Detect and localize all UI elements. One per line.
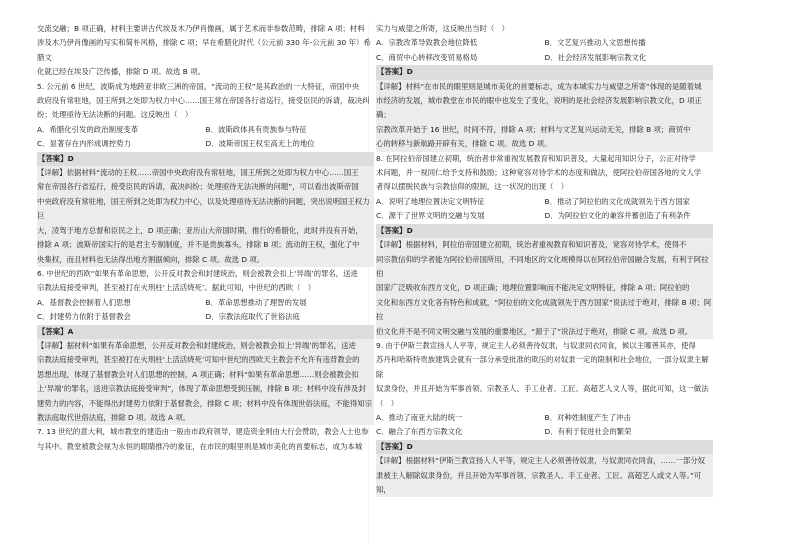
text-line: 8. 在阿拉伯帝国建立初期，统治者非常重视发展教育和知识普及，大量起用知识分子，公正对待学: [376, 153, 696, 163]
explanation-line: 【详解】材料“在市民的眼里则是城市美化的首要标志，成为本城实力与威望之所寄”体现的是随着城: [376, 80, 713, 94]
explanation-line: 上‘异端’的罪名，送进宗教法庭接受审判”，体现了革命思想受到压制，排除 B 项；材料中没有涉及封: [37, 382, 374, 396]
explanation-line: 中央政府没有常驻地，国王所到之处即为权力中心，以及处理亟待无法决断的问题，突出说明国王权力巨: [37, 195, 374, 224]
text-line: 与其中。教堂被教会视为永恒的眼睛推冷的象征，在市民的眼里则是城市美化的首要标志，成为本城: [37, 441, 363, 451]
option-row: [376, 209, 713, 223]
explanation-line: 【详解】据材料“如果有革命思想，公开反对教会和封建统治，则会被教会扣上‘异端’的罪名，送进: [37, 339, 374, 353]
text-line: 9. 由于伊斯兰教宣扬人人平等，规定主人必须善待奴隶，与奴隶同衣同食，候以主哪善其亦，使得: [376, 340, 696, 350]
option-text: B．对种姓制度产生了冲击: [544, 412, 631, 422]
option-text: A．推动了南亚大陆的统一: [376, 412, 463, 422]
explanation-line: 宗教法庭接受审判，甚至被打在火刑柱‘上活活烧死’可知中世纪的西欧天主教会不允许有违背教会的: [37, 353, 374, 367]
option-row: [376, 51, 713, 65]
text-line: 交流交融；B 项正确，材料主要讲古代埃及木乃伊肖像画，属于艺术而非参数范畴，排除 A 项；材料: [37, 24, 365, 33]
explanation-line: 【详解】根据材料，阿拉伯帝国建立初期，统治者重视教育和知识普及，宽容对待学术，使得不: [376, 238, 713, 252]
option-text: C．封建势力依附于基督教会: [37, 312, 131, 322]
option-text: D．有利于促进社会的繁荣: [544, 427, 632, 437]
option-text: D．波斯帝国王权至高无上的地位: [205, 139, 315, 149]
text-line: 纷；处理亟待无法决断的问题。这反映出（ ）: [37, 110, 193, 120]
explanation-line: 教法庭取代世俗法庭，排除 D 项。故选 A 项。: [37, 411, 374, 425]
explanation-line: 建势力的内容，不能得出封建势力依附于基督教会，排除 C 项；材料中没有体现世俗法庭，不能得知宗: [37, 397, 374, 411]
right-column: [376, 22, 713, 542]
option-text: A．宗教改革导致教会地位降低: [376, 38, 478, 48]
answer-label: 【答案】D: [37, 152, 374, 166]
answer-label: 【答案】D: [376, 224, 713, 238]
option-text: D．宗教法庭取代了世俗法庭: [205, 312, 300, 322]
answer-label: 【答案】D: [376, 440, 713, 454]
option-text: B．推动了阿拉伯的文化成就领先于西方国家: [544, 196, 690, 206]
option-text: A．希腊化引发的政治制度变革: [37, 124, 139, 134]
explanation-line: 市经济的发展，城市教堂在市民的眼中也发生了变化，说明的是社会经济发展影响宗教文化，D 项正确；: [376, 94, 713, 123]
text-line: 者得以摆脱民族与宗教信仰的限制，这一状况的出现（ ）: [376, 182, 569, 192]
explanation-line: 心的转移与新航路开辟有关，排除 C 项。故选 D 项。: [376, 137, 713, 151]
explanation-line: 文化和东西方文化各有特色和成就，“阿拉伯的文化成就领先于西方国家”说法过于绝对，排除 B 项；阿拉: [376, 296, 713, 325]
option-text: C．显著存在内形成调控势力: [37, 139, 131, 149]
text-line: 化就已经在埃及广泛传播，排除 D 项。故选 B 项。: [37, 67, 205, 77]
text-line: 6. 中世纪的西欧“如果有革命思想，公开反对教会和封建统治，则会被教会扣上‘异端’的罪名，送进: [37, 268, 358, 278]
text-line: 实力与威望之所寄，这反映出当时（ ）: [376, 24, 510, 33]
option-row: [376, 195, 713, 209]
explanation-line: 【详解】根据材料“伊斯兰教宣扬人人平等，规定主人必须善待奴隶，与奴隶同衣同食，……一部分奴: [376, 454, 713, 468]
text-line: （ ）: [376, 398, 399, 408]
explanation-line: 思想出现，体现了基督教会对人们思想的控制，A 项正确；材料“如果有革命思想……则会被教会扣: [37, 368, 374, 382]
option-row: [376, 425, 713, 439]
answer-label: 【答案】D: [376, 65, 713, 79]
explanation-line: 同宗教信仰的学者能为阿拉伯帝国所用，不同地区的文化规模得以在阿拉伯帝国融合发展，有利于阿拉伯: [376, 253, 713, 282]
explanation-line: 央集权，而且材料也无法得出地方割据倾向，排除 C 项。故选 D 项。: [37, 253, 374, 267]
text-line: 涉及木乃伊肖像画的写实和简朴风格，排除 C 项；早在希腊化时代（公元前 330 年-公元前 30 年）希腊文: [37, 38, 371, 62]
option-row: [376, 411, 713, 425]
option-text: B．革命思想推动了理智的发展: [205, 297, 307, 307]
option-text: C．源于了世界文明的交融与发展: [376, 211, 485, 221]
explanation-line: 排除 A 项；波斯帝国实行的是君主专制制度，并不是贵族寡头，排除 B 项；流动的王权，强化了中: [37, 238, 374, 252]
option-text: C．商贸中心转移改变贸易格局: [376, 52, 478, 62]
text-line: 苏丹和哈斯特贵族建筑会就有一部分承受批准的欺压的对奴隶一定的限制和社会地位，一部分奴隶主解除: [376, 355, 709, 379]
option-row: [37, 123, 374, 137]
option-text: B．文艺复兴推动人文思想传播: [544, 38, 646, 48]
left-column: [37, 22, 374, 542]
text-line: 术问题，并一视同仁给予支持和鼓励；这种宽容对待学术的态度和做法，使阿拉伯帝国各地的文人学: [376, 168, 702, 178]
explanation-line: 【详解】依据材料“流动的王权……帝国中央政府没有常驻地，国王所到之处即为权力中心……国王: [37, 166, 374, 180]
option-row: [37, 137, 374, 151]
text-line: 奴隶身份，并且开始为军事首领、宗教圣人、手工业者、工匠、高超艺人文人等，据此可知，这一做法: [376, 384, 709, 394]
option-row: [37, 310, 374, 324]
text-line: 5. 公元前 6 世纪，波斯成为地跨亚非欧三洲的帝国。“流动的王权”是其政治的一大特征，帝国中央: [37, 81, 360, 91]
explanation-line: 伯文化并不是不同文明交融与发展的重要地区，“源于了”说法过于绝对，排除 C 项。故选 D 项。: [376, 325, 713, 339]
explanation-line: 大，凌驾于地方总督和臣民之上，D 项正确；亚历山大帝国时期，推行的希腊化，此时并没有开始，: [37, 224, 374, 238]
text-line: 政府没有常驻地，国王所到之处即为权力中心……国王常在帝国各行省巡行，接受臣民的诉请，裁决纠: [37, 96, 370, 106]
option-text: D．社会经济发展影响宗教文化: [544, 52, 647, 62]
explanation-line: 宗教改革开始于 16 世纪，时间不符，排除 A 项；材料与文艺复兴运动无关，排除 B 项；商贸中: [376, 123, 713, 137]
option-text: A．基督教会控制着人们思想: [37, 297, 131, 307]
explanation-line: 隶被主人解除奴隶身份，并且开始为军事首领、宗教圣人、手工业者、工匠、高超艺人或文人等。”可知，: [376, 469, 713, 498]
answer-label: 【答案】A: [37, 325, 374, 339]
option-row: [376, 36, 713, 50]
text-line: 7. 13 世纪的意大利，城市教堂的建造由一般由市政府领导，建造资金则由大行会赞助，教会人士也参: [37, 427, 369, 437]
option-text: A．说明了地理位置决定文明特征: [376, 196, 485, 206]
text-line: 宗教法庭接受审判，甚至被打在火刑柱‘上活活烧死’。据此可知，中世纪的西欧（ ）: [37, 283, 316, 293]
option-text: B．波斯政体具有贵族参与特征: [205, 124, 307, 134]
option-row: [37, 296, 374, 310]
explanation-line: 常在帝国各行省巡行，接受臣民的诉请，裁决纠纷；处理亟待无法决断的问题”，可以看出波斯帝国: [37, 180, 374, 194]
option-text: D．为阿拉伯文化的兼容并蓄创造了有利条件: [544, 211, 691, 221]
explanation-line: 国家广泛吸收东西方文化，D 项正确；地理位置影响而不能决定文明特征，排除 A 项；阿拉伯的: [376, 281, 713, 295]
option-text: C．融合了东西方宗教文化: [376, 427, 463, 437]
